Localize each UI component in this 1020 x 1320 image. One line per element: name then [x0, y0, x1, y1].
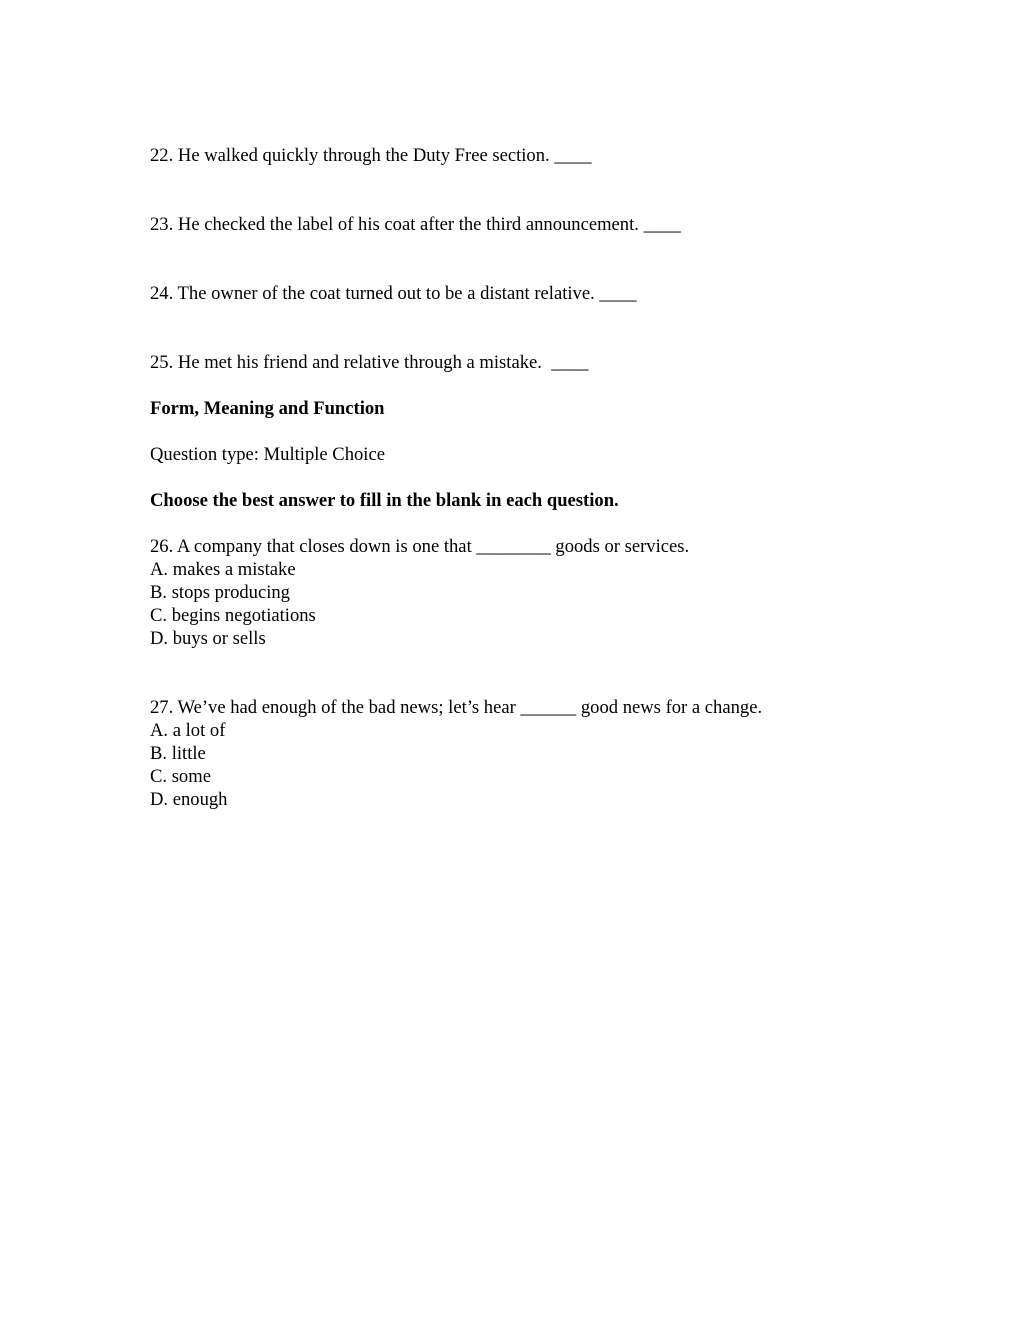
- option-c: C. begins negotiations: [150, 605, 316, 626]
- question-stem: 27. We’ve had enough of the bad news; let’s hear ______ good news for a change.: [150, 697, 763, 718]
- statement-23: 23. He checked the label of his coat after the third announcement. ____: [150, 214, 681, 235]
- instruction: Choose the best answer to fill in the blank in each question.: [150, 490, 619, 511]
- statement-24: 24. The owner of the coat turned out to be a distant relative. ____: [150, 283, 637, 304]
- question-type: Question type: Multiple Choice: [150, 444, 385, 465]
- option-c: C. some: [150, 766, 211, 787]
- option-list: [150, 558, 316, 650]
- statement-22: 22. He walked quickly through the Duty Free section. ____: [150, 145, 592, 166]
- option-b: B. little: [150, 743, 206, 764]
- option-d: D. buys or sells: [150, 628, 266, 649]
- option-d: D. enough: [150, 789, 228, 810]
- option-b: B. stops producing: [150, 582, 290, 603]
- option-list: [150, 719, 227, 811]
- question-stem: 26. A company that closes down is one that ________ goods or services.: [150, 536, 690, 557]
- option-a: A. a lot of: [150, 720, 226, 741]
- option-a: A. makes a mistake: [150, 559, 296, 580]
- statement-25: 25. He met his friend and relative through a mistake. ____: [150, 352, 589, 373]
- section-heading: Form, Meaning and Function: [150, 398, 385, 419]
